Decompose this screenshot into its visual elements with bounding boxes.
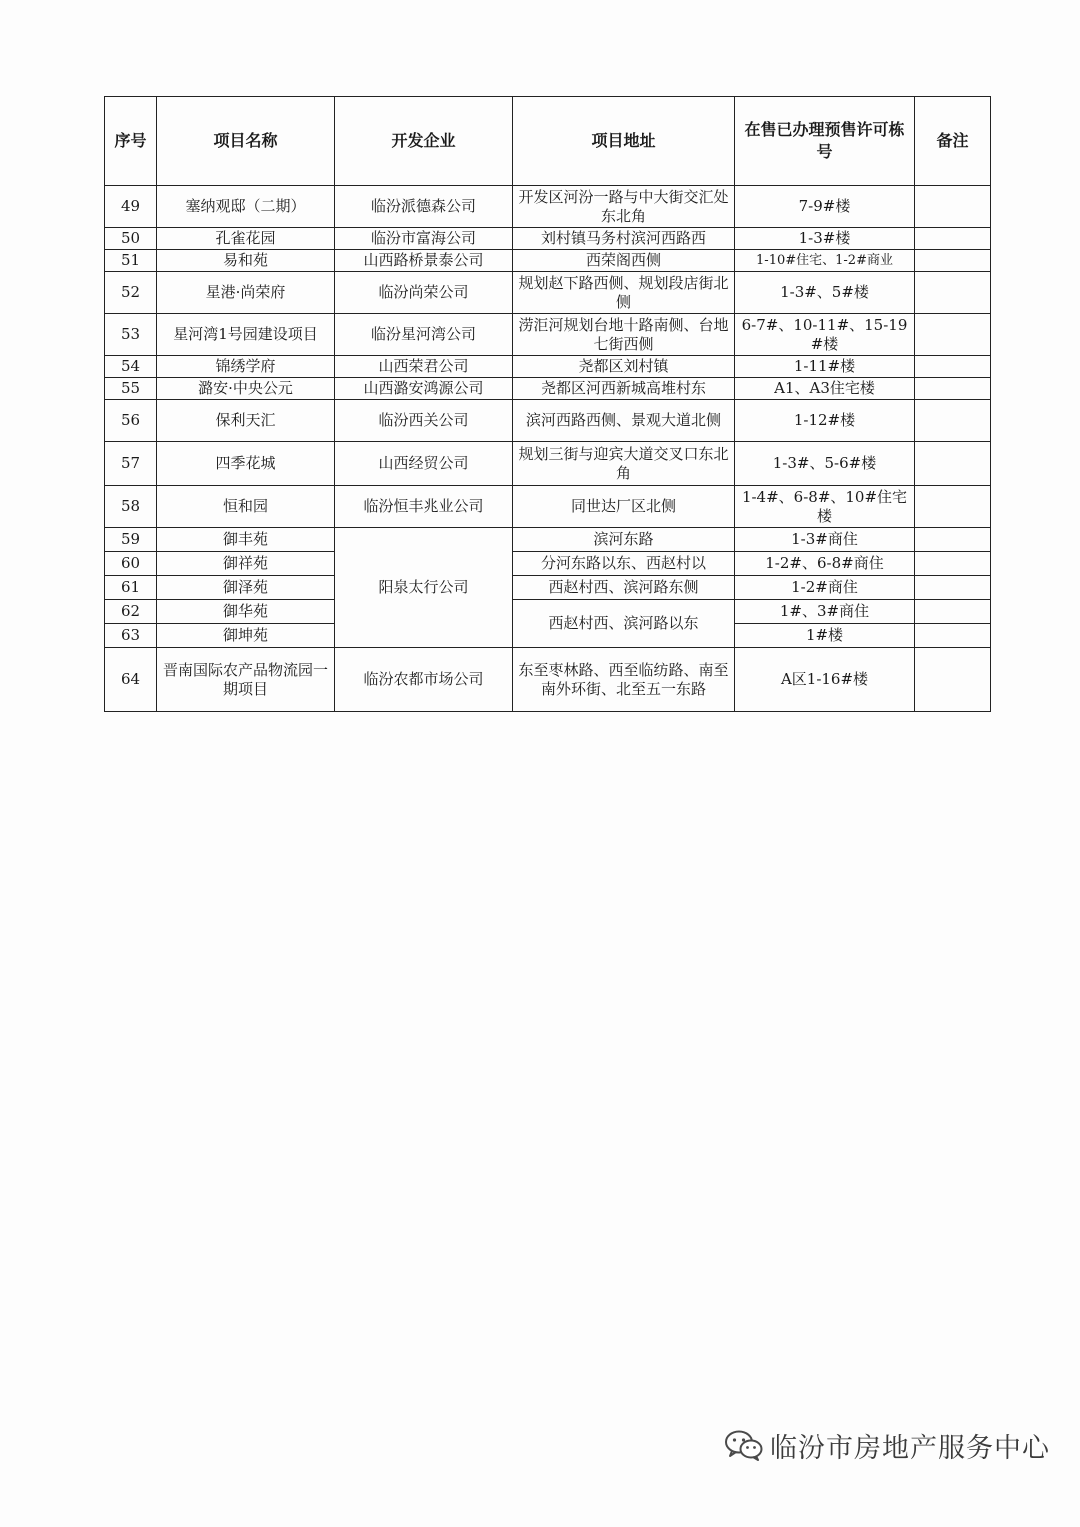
row-developer: 临汾恒丰兆业公司 (335, 486, 513, 528)
row-developer: 临汾西关公司 (335, 400, 513, 442)
row-note (915, 648, 991, 712)
row-address: 滨河东路 (513, 528, 735, 552)
row-note (915, 250, 991, 272)
row-developer: 临汾农都市场公司 (335, 648, 513, 712)
wechat-watermark (724, 1425, 1050, 1465)
row-address: 西赵村西、滨河路东侧 (513, 576, 735, 600)
row-note (915, 378, 991, 400)
header-project-name: 项目名称 (157, 97, 335, 186)
row-address: 滨河西路西侧、景观大道北侧 (513, 400, 735, 442)
row-address: 分河东路以东、西赵村以 (513, 552, 735, 576)
row-no: 53 (105, 314, 157, 356)
row-developer: 临汾市富海公司 (335, 228, 513, 250)
row-permit: 1#、3#商住 (735, 600, 915, 624)
row-project-name: 星河湾1号园建设项目 (157, 314, 335, 356)
row-no: 57 (105, 442, 157, 486)
row-no: 62 (105, 600, 157, 624)
table-header-row (105, 97, 991, 186)
row-note (915, 442, 991, 486)
table-row (105, 228, 991, 250)
wechat-icon (724, 1429, 764, 1461)
row-project-name: 御坤苑 (157, 624, 335, 648)
row-project-name: 晋南国际农产品物流园一期项目 (157, 648, 335, 712)
row-project-name: 潞安·中央公元 (157, 378, 335, 400)
row-note (915, 356, 991, 378)
row-project-name: 御丰苑 (157, 528, 335, 552)
row-note (915, 486, 991, 528)
row-project-name: 御泽苑 (157, 576, 335, 600)
row-no: 51 (105, 250, 157, 272)
row-address: 刘村镇马务村滨河西路西 (513, 228, 735, 250)
row-project-name: 御华苑 (157, 600, 335, 624)
row-developer-merged: 阳泉太行公司 (335, 528, 513, 648)
table-row (105, 400, 991, 442)
header-permit-buildings: 在售已办理预售许可栋号 (735, 97, 915, 186)
row-project-name: 四季花城 (157, 442, 335, 486)
table-row (105, 486, 991, 528)
row-note (915, 228, 991, 250)
row-note (915, 528, 991, 552)
row-address: 开发区河汾一路与中大街交汇处东北角 (513, 186, 735, 228)
row-address: 规划赵下路西侧、规划段店街北侧 (513, 272, 735, 314)
row-no: 56 (105, 400, 157, 442)
row-note (915, 186, 991, 228)
row-permit: 1-3#、5#楼 (735, 272, 915, 314)
row-note (915, 624, 991, 648)
row-no: 59 (105, 528, 157, 552)
row-project-name: 御祥苑 (157, 552, 335, 576)
row-permit: 1-3#商住 (735, 528, 915, 552)
row-address: 涝洰河规划台地十路南侧、台地七街西侧 (513, 314, 735, 356)
row-address: 规划三街与迎宾大道交叉口东北角 (513, 442, 735, 486)
header-address: 项目地址 (513, 97, 735, 186)
row-permit: 1-3#楼 (735, 228, 915, 250)
row-note (915, 314, 991, 356)
table-row (105, 600, 991, 624)
row-address: 尧都区河西新城高堆村东 (513, 378, 735, 400)
row-no: 61 (105, 576, 157, 600)
row-no: 58 (105, 486, 157, 528)
table-row (105, 314, 991, 356)
table-row (105, 576, 991, 600)
row-developer: 临汾星河湾公司 (335, 314, 513, 356)
row-note (915, 600, 991, 624)
row-no: 52 (105, 272, 157, 314)
row-project-name: 孔雀花园 (157, 228, 335, 250)
row-developer: 山西路桥景泰公司 (335, 250, 513, 272)
row-note (915, 400, 991, 442)
row-no: 54 (105, 356, 157, 378)
table-row (105, 528, 991, 552)
table-row (105, 356, 991, 378)
row-developer: 山西潞安鸿源公司 (335, 378, 513, 400)
row-address: 西荣阁西侧 (513, 250, 735, 272)
table-row (105, 250, 991, 272)
row-no: 60 (105, 552, 157, 576)
row-no: 63 (105, 624, 157, 648)
row-permit: 1-2#、6-8#商住 (735, 552, 915, 576)
row-note (915, 576, 991, 600)
row-no: 49 (105, 186, 157, 228)
row-permit: A区1-16#楼 (735, 648, 915, 712)
row-note (915, 272, 991, 314)
row-permit: 1#楼 (735, 624, 915, 648)
row-developer: 山西经贸公司 (335, 442, 513, 486)
row-permit: 1-11#楼 (735, 356, 915, 378)
row-project-name: 恒和园 (157, 486, 335, 528)
row-permit: A1、A3住宅楼 (735, 378, 915, 400)
table-row (105, 552, 991, 576)
row-permit: 1-10#住宅、1-2#商业 (735, 250, 915, 272)
header-no: 序号 (105, 97, 157, 186)
row-project-name: 塞纳观邸（二期） (157, 186, 335, 228)
row-no: 55 (105, 378, 157, 400)
row-address: 尧都区刘村镇 (513, 356, 735, 378)
row-project-name: 星港·尚荣府 (157, 272, 335, 314)
presale-permit-table (104, 96, 991, 712)
row-permit: 1-2#商住 (735, 576, 915, 600)
row-permit: 1-12#楼 (735, 400, 915, 442)
row-project-name: 易和苑 (157, 250, 335, 272)
row-no: 50 (105, 228, 157, 250)
row-address: 东至枣林路、西至临纺路、南至南外环街、北至五一东路 (513, 648, 735, 712)
header-developer: 开发企业 (335, 97, 513, 186)
table-row (105, 378, 991, 400)
table-row (105, 272, 991, 314)
row-project-name: 锦绣学府 (157, 356, 335, 378)
row-developer: 临汾派德森公司 (335, 186, 513, 228)
table-row (105, 648, 991, 712)
watermark-text: 临汾市房地产服务中心 (770, 1432, 1050, 1464)
row-permit: 1-3#、5-6#楼 (735, 442, 915, 486)
header-note: 备注 (915, 97, 991, 186)
row-developer: 山西荣君公司 (335, 356, 513, 378)
row-address: 同世达厂区北侧 (513, 486, 735, 528)
row-permit: 1-4#、6-8#、10#住宅楼 (735, 486, 915, 528)
table-row (105, 186, 991, 228)
row-permit: 6-7#、10-11#、15-19#楼 (735, 314, 915, 356)
table-row (105, 442, 991, 486)
row-project-name: 保利天汇 (157, 400, 335, 442)
row-no: 64 (105, 648, 157, 712)
row-permit: 7-9#楼 (735, 186, 915, 228)
row-developer: 临汾尚荣公司 (335, 272, 513, 314)
row-note (915, 552, 991, 576)
row-address-merged: 西赵村西、滨河路以东 (513, 600, 735, 648)
